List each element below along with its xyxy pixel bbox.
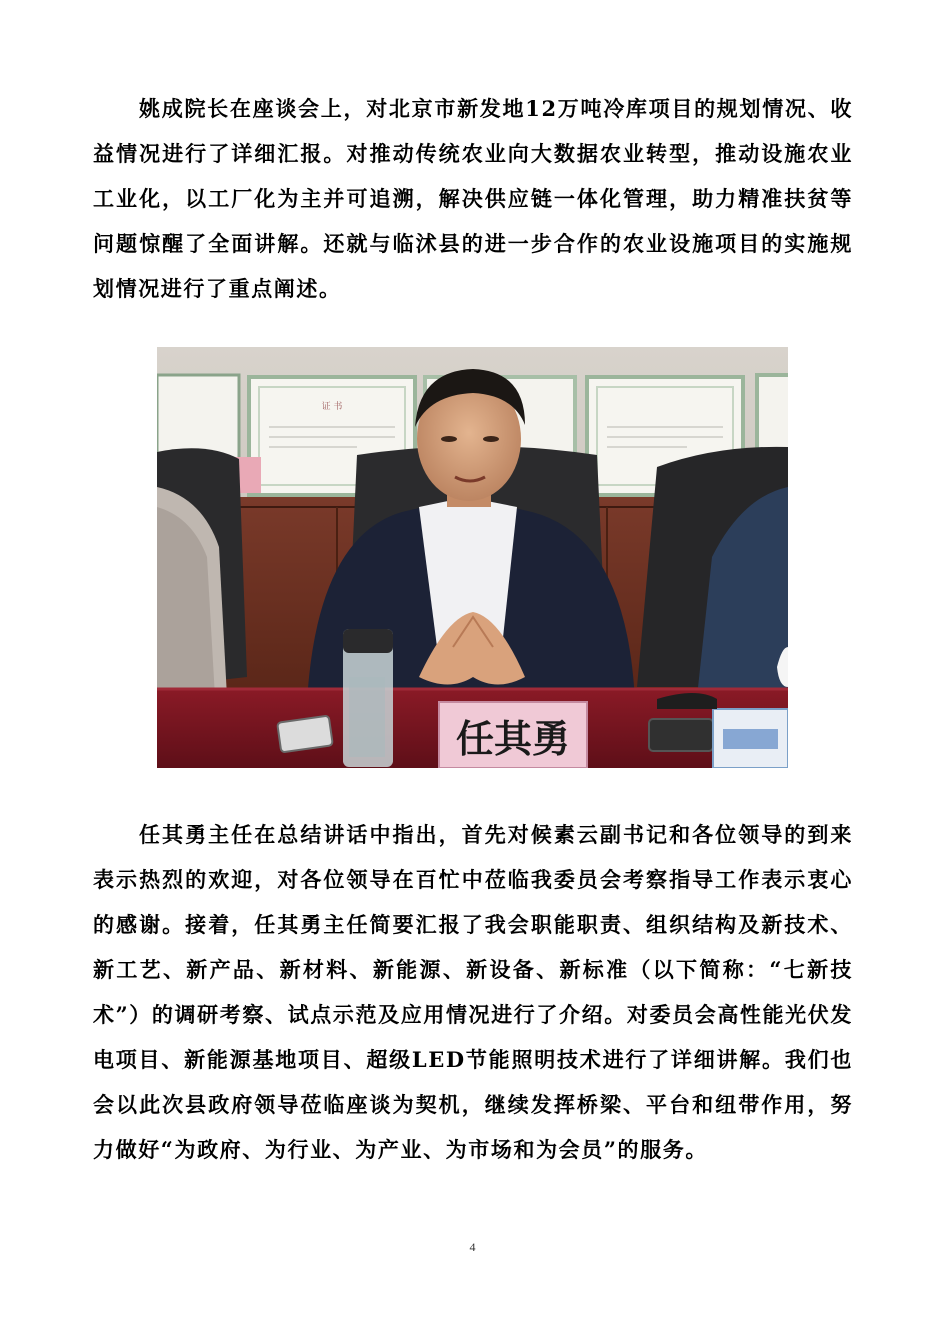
paragraph-1: 姚成院长在座谈会上，对北京市新发地12万吨冷库项目的规划情况、收益情况进行了详细汇报。对推动传统农业向大数据农业转型，推动设施农业工业化，以工厂化为主并可追溯，解决供应链一体化管理，助力精准扶贫等问题惊醒了全面讲解。还就与临沭县的进一步合作的农业设施项目的实施规划情况进行了重点阐述。 [93,96,853,301]
paragraph-2: 任其勇主任在总结讲话中指出，首先对候素云副书记和各位领导的到来表示热烈的欢迎，对各位领导在百忙中莅临我委员会考察指导工作表示衷心的感谢。接着，任其勇主任简要汇报了我会职能职责、组织结构及新技术、新工艺、新产品、新材料、新能源、新设备、新标准（以下简称：“七新技术”）的调研考察、试点示范及应用情况进行了介绍。对委员会高性能光伏发电项目、新能源基地项目、超级LED节能照明技术进行了详细讲解。我们也会以此次县政府领导莅临座谈为契机，继续发挥桥梁、平台和纽带作用，努力做好“为政府、为行业、为产业、为市场和为会员”的服务。 [93,822,853,1162]
nameplate [439,702,587,768]
certificate-heading: 证 书 [321,402,343,412]
meeting-photo-illustration [157,347,788,768]
nameplate-text: 任其勇 [455,716,571,761]
meeting-photo [157,347,788,768]
page-number: 4 [469,1240,476,1254]
